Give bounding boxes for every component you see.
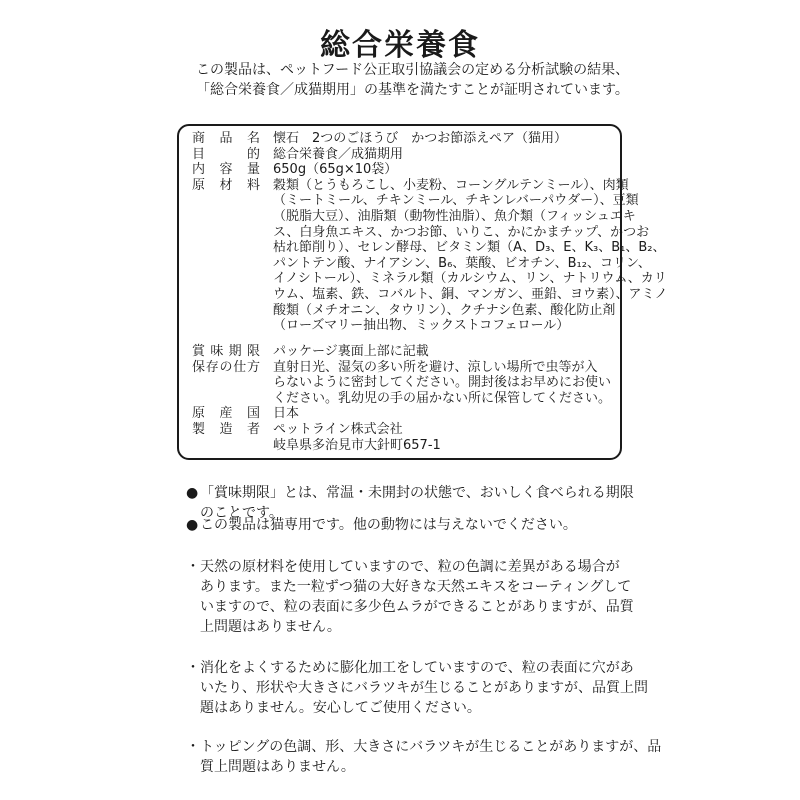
note-line: この製品は猫専用です。他の動物には与えないでください。 xyxy=(200,517,577,533)
ingredients-line: イノシトール）、ミネラル類（カルシウム、リン、ナトリウム、カリ xyxy=(273,271,667,287)
maker-line: ペットライン株式会社 xyxy=(273,422,403,437)
ingredients-line: ス、白身魚エキス、かつお節、いりこ、かにかまチップ、かつお xyxy=(273,224,650,240)
bullet-icon: ・ xyxy=(186,559,200,575)
ingredients-line: （ローズマリー抽出物、ミックストコフェロール） xyxy=(273,318,570,334)
spec-label: 原産国 xyxy=(192,406,260,422)
storage-text xyxy=(273,360,611,407)
note-line: あります。また一粒ずつ猫の大好きな天然エキスをコーティングして xyxy=(200,579,632,595)
spec-value: パッケージ裏面上部に記載 xyxy=(273,344,429,359)
note-line: トッピングの色調、形、大きさにバラツキが生じることがありますが、品 xyxy=(200,739,662,755)
spec-label: 賞味期限 xyxy=(192,344,260,359)
spec-label: 目的 xyxy=(192,146,260,162)
spec-value: 総合栄養食／成猫期用 xyxy=(273,146,404,162)
bullet-icon: ● xyxy=(186,517,199,533)
note-line: 上問題はありません。 xyxy=(200,619,341,635)
spec-label: 商品名 xyxy=(192,131,260,146)
ingredients-list xyxy=(273,178,668,334)
ingredients-line: ウム、塩素、鉄、コバルト、銅、マンガン、亜鉛、ヨウ素）、アミノ xyxy=(273,286,668,302)
spec-label: 原材料 xyxy=(192,177,260,193)
maker-line: 岐阜県多治見市大針町657-1 xyxy=(273,437,441,453)
spec-value: 日本 xyxy=(273,406,300,422)
spec-value: 650g（65g×10袋） xyxy=(273,162,398,178)
note-line: 「賞味期限」とは、常温・未開封の状態で、おいしく食べられる期限 xyxy=(200,485,634,501)
bullet-icon: ・ xyxy=(186,739,200,755)
note-line: 質上問題はありません。 xyxy=(200,759,355,775)
bullet-icon: ● xyxy=(186,485,199,501)
storage-line: らないように密封してください。開封後はお早めにお使い xyxy=(273,375,612,391)
ingredients-line: （脱脂大豆）、油脂類（動物性油脂）、魚介類（フィッシュエキ xyxy=(273,208,636,224)
note-topping xyxy=(186,737,661,777)
note-line: 天然の原材料を使用していますので、粒の色調に差異がある場合が xyxy=(200,559,620,575)
note-line: いたり、形状や大きさにバラツキが生じることがありますが、品質上問 xyxy=(200,680,648,696)
note-cat-only xyxy=(186,515,577,535)
note-line: 題はありません。安心してご使用ください。 xyxy=(200,700,481,716)
spec-label: 内容量 xyxy=(192,162,260,178)
note-line: いますので、粒の表面に多少色ムラができることがありますが、品質 xyxy=(200,599,634,615)
maker-text xyxy=(273,422,441,453)
spec-value: 懐石 2つのごほうび かつお節添えペア（猫用） xyxy=(273,131,568,146)
intro-line: この製品は、ペットフード公正取引協議会の定める分析試験の結果、 xyxy=(196,62,630,78)
note-line: のことです。 xyxy=(200,505,283,521)
spec-label: 保存の仕方 xyxy=(192,359,260,375)
note-line: 消化をよくするために膨化加工をしていますので、粒の表面に穴があ xyxy=(200,660,634,676)
bullet-icon: ・ xyxy=(186,660,200,676)
ingredients-line: 枯れ節削り）、セレン酵母、ビタミン類（A、D₃、E、K₃、B₁、B₂、 xyxy=(273,240,666,256)
spec-label: 製造者 xyxy=(192,422,260,437)
note-natural-ingredients xyxy=(186,557,634,637)
ingredients-line: パントテン酸、ナイアシン、B₆、葉酸、ビオチン、B₁₂、コリン、 xyxy=(273,255,651,271)
ingredients-line: 穀類（とうもろこし、小麦粉、コーングルテンミール）、肉類 xyxy=(273,177,629,193)
intro-line: 「総合栄養食／成猫期用」の基準を満たすことが証明されています。 xyxy=(196,82,629,98)
note-puffing xyxy=(186,658,648,718)
ingredients-line: （ミートミール、チキンミール、チキンレバーパウダー）、豆類 xyxy=(273,193,639,209)
ingredients-line: 酸類（メチオニン、タウリン）、クチナシ色素、酸化防止剤 xyxy=(273,302,616,318)
intro-text xyxy=(196,60,630,100)
storage-line: 直射日光、湿気の多い所を避け、涼しい場所で虫等が入 xyxy=(273,359,598,375)
page-title: 総合栄養食 xyxy=(320,28,480,63)
storage-line: ください。乳幼児の手の届かない所に保管してください。 xyxy=(273,390,612,406)
